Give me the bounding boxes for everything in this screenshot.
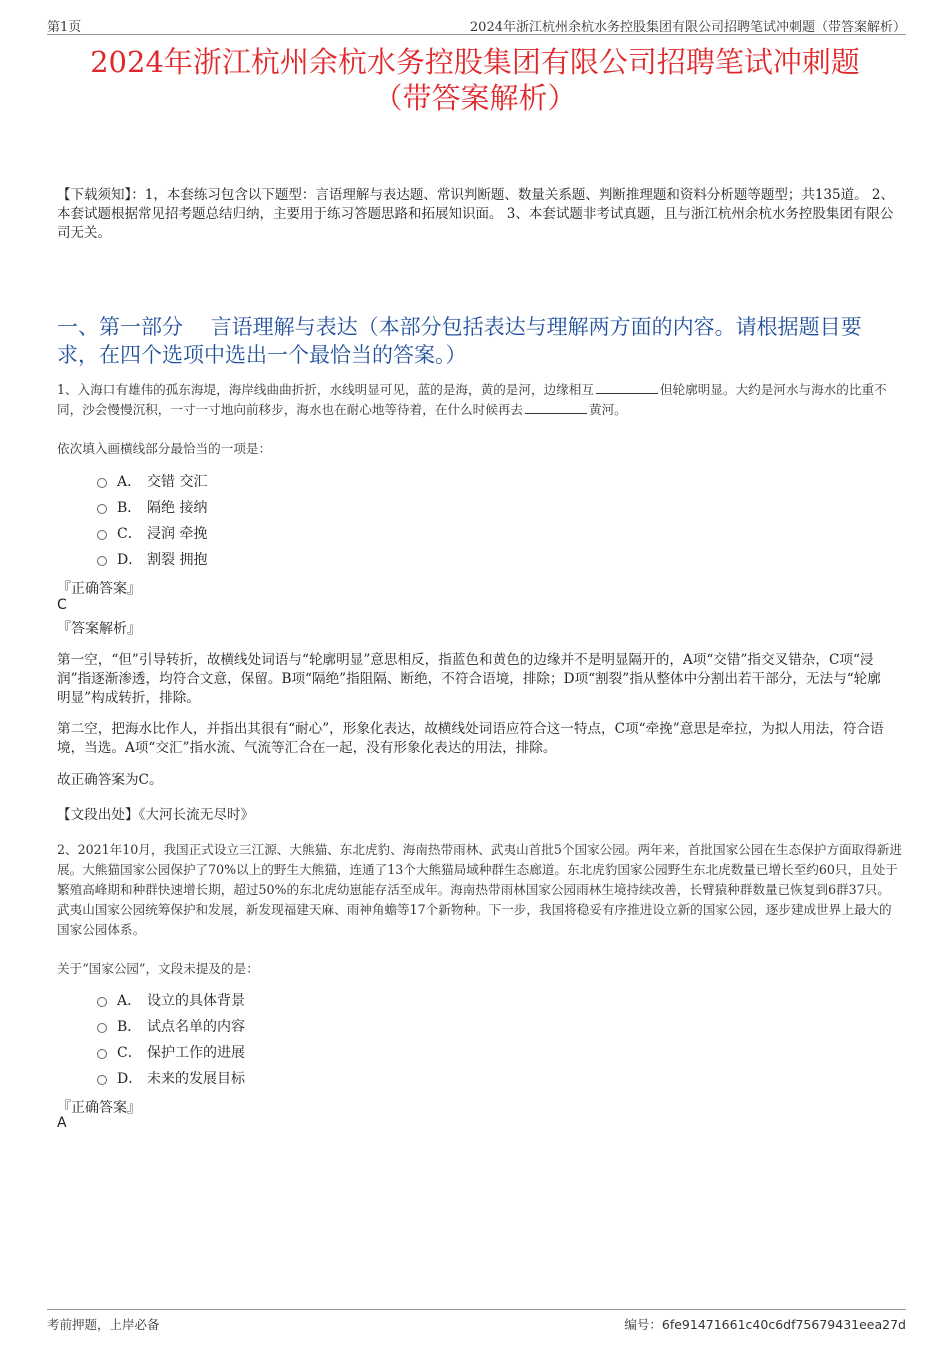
document-title bbox=[40, 44, 910, 116]
footer-code: 编号：6fe91471661c40c6df75679431eea27d bbox=[624, 1317, 906, 1332]
q2-option-c[interactable]: C． 保护工作的进展 bbox=[97, 1041, 245, 1063]
q2-option-d[interactable]: D． 未来的发展目标 bbox=[97, 1067, 245, 1089]
header-doc-title: 2024年浙江杭州余杭水务控股集团有限公司招聘笔试冲刺题（带答案解析） bbox=[469, 20, 906, 35]
q2-answer-label: 『正确答案』 bbox=[57, 1100, 141, 1116]
q1-blank-1 bbox=[596, 381, 658, 394]
section-heading: 一、第一部分 言语理解与表达（本部分包括表达与理解两方面的内容。请根据题目要求，在四个选项中选出一个最恰当的答案。） bbox=[57, 315, 862, 367]
q1-option-d[interactable]: D． 割裂 拥抱 bbox=[97, 548, 207, 570]
q1-blank-2 bbox=[525, 401, 587, 414]
radio-icon[interactable] bbox=[97, 997, 107, 1007]
q2-prompt: 关于“国家公园”，文段未提及的是： bbox=[57, 961, 259, 976]
q1-prompt: 依次填入画横线部分最恰当的一项是： bbox=[57, 441, 272, 456]
title-line-2: （带答案解析） bbox=[373, 81, 577, 115]
q1-stem-part-b: 但轮廓明显。大约是河水与海水的比重不同，沙会慢慢沉积，一寸一寸地向前移步，海水也在耐心地等待着，在什么时候再去 bbox=[57, 382, 887, 417]
q2-answer: A bbox=[57, 1115, 67, 1131]
q1-option-c[interactable]: C． 浸润 牵挽 bbox=[97, 522, 207, 544]
q1-answer: C bbox=[57, 597, 67, 613]
q1-answer-label: 『正确答案』 bbox=[57, 581, 141, 597]
radio-icon[interactable] bbox=[97, 556, 107, 566]
page-header bbox=[47, 14, 906, 35]
footer-slogan: 考前押题，上岸必备 bbox=[47, 1317, 160, 1332]
q1-analysis-conclusion: 故正确答案为C。 bbox=[57, 772, 163, 788]
page-footer bbox=[47, 1309, 906, 1332]
question-1-stem bbox=[57, 380, 902, 420]
radio-icon[interactable] bbox=[97, 1049, 107, 1059]
q1-source: 【文段出处】《大河长流无尽时》 bbox=[57, 807, 255, 823]
q1-analysis-label: 『答案解析』 bbox=[57, 621, 141, 637]
radio-icon[interactable] bbox=[97, 478, 107, 488]
q2-option-a[interactable]: A． 设立的具体背景 bbox=[97, 989, 245, 1011]
radio-icon[interactable] bbox=[97, 1075, 107, 1085]
title-line-1: 2024年浙江杭州余杭水务控股集团有限公司招聘笔试冲刺题 bbox=[90, 45, 860, 79]
question-2-stem: 2、2021年10月，我国正式设立三江源、大熊猫、东北虎豹、海南热带雨林、武夷山首批5个国家公园。两年来，首批国家公园在生态保护方面取得新进展。大熊猫国家公园保护了70%以上的野生大熊猫，连通了13个大熊猫局域种群生态廊道。东北虎豹国家公园野生东北虎数量已增长至约60只，且处于繁殖高峰期和种群快速增长期，超过50%的东北虎幼崽能存活至成年。海南热带雨林国家公园雨林生境持续改善，长臂猿种群数量已恢复到6群37只。武夷山国家公园统筹保护和发展，新发现福建天麻、雨神角蟾等17个新物种。下一步，我国将稳妥有序推进设立新的国家公园，逐步建成世界上最大的国家公园体系。 bbox=[57, 842, 902, 937]
q2-option-b[interactable]: B． 试点名单的内容 bbox=[97, 1015, 245, 1037]
q1-option-b[interactable]: B． 隔绝 接纳 bbox=[97, 496, 207, 518]
page-number: 第1页 bbox=[47, 20, 82, 35]
download-notice: 【下载须知】：1，本套练习包含以下题型：言语理解与表达题、常识判断题、数量关系题、判断推理题和资料分析题等题型；共135道。 2、本套试题根据常见招考题总结归纳，主要用于练习答题思路和拓展知识面。 3、本套试题非考试真题，且与浙江杭州余杭水务控股集团有限公司无关。 bbox=[57, 187, 894, 241]
q1-analysis-para-1: 第一空，“但”引导转折，故横线处词语与“轮廓明显”意思相反，指蓝色和黄色的边缘并不是明显隔开的，A项“交错”指交叉错杂，C项“浸润”指逐渐渗透，均符合文意，保留。B项“隔绝”指阻隔、断绝，不符合语境，排除；D项“割裂”指从整体中分割出若干部分，无法与“轮廓明显”构成转折，排除。 bbox=[57, 652, 881, 706]
q1-analysis-para-2: 第二空，把海水比作人，并指出其很有“耐心”，形象化表达，故横线处词语应符合这一特点，C项“牵挽”意思是牵拉，为拟人用法，符合语境，当选。A项“交汇”指水流、气流等汇合在一起，没有形象化表达的用法，排除。 bbox=[57, 721, 884, 756]
radio-icon[interactable] bbox=[97, 504, 107, 514]
radio-icon[interactable] bbox=[97, 1023, 107, 1033]
radio-icon[interactable] bbox=[97, 530, 107, 540]
q1-stem-part-a: 1、入海口有雄伟的孤东海堤，海岸线曲曲折折，水线明显可见，蓝的是海，黄的是河，边缘相互 bbox=[57, 382, 594, 397]
q1-stem-part-c: 黄河。 bbox=[588, 402, 627, 417]
q1-option-a[interactable]: A． 交错 交汇 bbox=[97, 470, 207, 492]
